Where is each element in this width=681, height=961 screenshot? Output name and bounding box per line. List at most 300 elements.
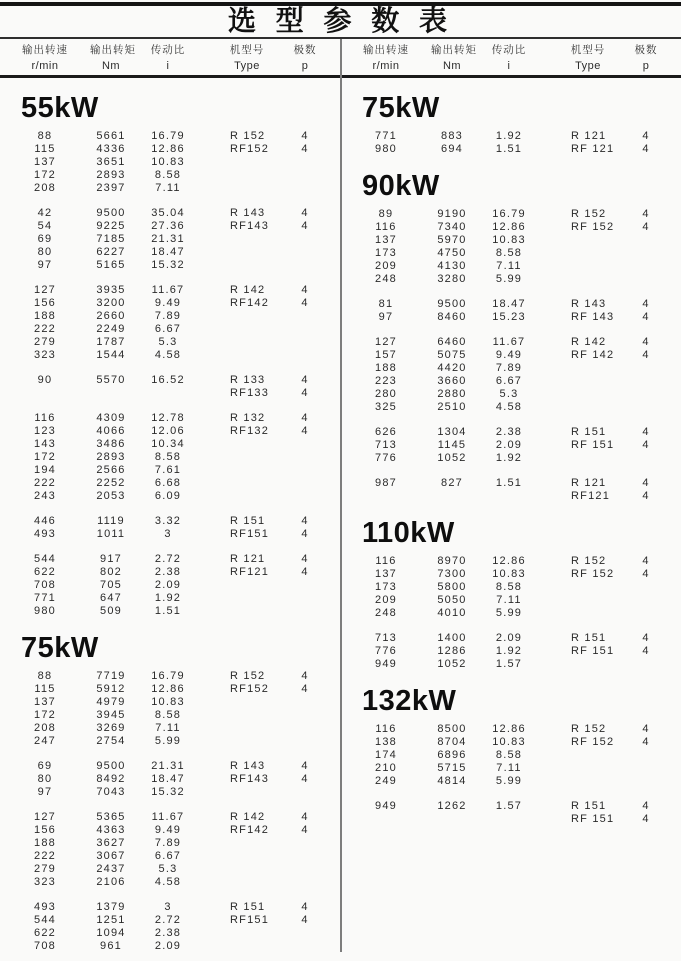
cell-torque: 802 [100, 566, 122, 578]
cell-torque: 2893 [96, 451, 126, 463]
cell-type: R 152 [230, 670, 266, 682]
table-row [0, 670, 340, 683]
cell-poles [631, 749, 661, 762]
cell-ratio: 10.34 [151, 438, 185, 450]
cell-ratio: 11.67 [492, 336, 526, 348]
cell-poles [290, 310, 320, 323]
cell-poles [631, 762, 661, 775]
column-header-unit: p [642, 60, 650, 72]
table-row [0, 412, 340, 425]
section-heading: 110kW [362, 517, 455, 549]
table-row [0, 579, 340, 592]
cell-type: R 142 [230, 284, 266, 296]
table-row [0, 336, 340, 349]
cell-poles [631, 581, 661, 594]
cell-torque: 4066 [96, 425, 126, 437]
cell-poles [290, 927, 320, 940]
cell-ratio: 21.31 [151, 760, 185, 772]
cell-ratio: 9.49 [154, 824, 182, 836]
table-row [341, 736, 681, 749]
cell-type [204, 233, 290, 246]
cell-torque: 4130 [437, 260, 467, 272]
cell-ratio: 7.89 [154, 310, 182, 322]
row-group [341, 426, 681, 465]
cell-ratio: 21.31 [151, 233, 185, 245]
cell-speed: 223 [375, 375, 397, 387]
cell-speed: 208 [34, 182, 56, 194]
column-header-label: 极数 [634, 44, 658, 56]
cell-speed: 222 [34, 323, 56, 335]
cell-speed: 626 [375, 426, 397, 438]
cell-poles [290, 863, 320, 876]
cell-ratio: 2.09 [495, 439, 523, 451]
cell-ratio: 1.57 [495, 800, 523, 812]
cell-ratio: 4.58 [154, 349, 182, 361]
table-row [0, 349, 340, 362]
column-header-label: 输出转矩 [431, 44, 477, 56]
cell-type [204, 490, 290, 503]
cell-speed: 116 [375, 221, 397, 233]
table-row [0, 760, 340, 773]
cell-torque [431, 813, 473, 826]
column-header-label: 传动比 [150, 44, 186, 56]
cell-ratio: 8.58 [154, 709, 182, 721]
cell-speed: 222 [34, 850, 56, 862]
cell-ratio: 1.51 [495, 477, 523, 489]
table-row [0, 259, 340, 272]
cell-torque: 9500 [96, 760, 126, 772]
cell-type: R 121 [571, 130, 607, 142]
cell-ratio: 15.32 [151, 259, 185, 271]
cell-type: R 151 [571, 426, 607, 438]
cell-speed: 80 [37, 773, 53, 785]
cell-speed: 188 [34, 310, 56, 322]
cell-speed: 622 [34, 927, 56, 939]
cell-speed: 325 [375, 401, 397, 413]
cell-speed: 980 [375, 143, 397, 155]
cell-type: R 152 [571, 723, 607, 735]
cell-ratio [132, 387, 204, 400]
cell-poles [631, 594, 661, 607]
cell-ratio: 27.36 [151, 220, 185, 232]
cell-poles [631, 234, 661, 247]
table-row [0, 477, 340, 490]
cell-ratio: 7.89 [154, 837, 182, 849]
cell-type [545, 362, 631, 375]
row-group [0, 207, 340, 272]
cell-ratio: 5.99 [495, 273, 523, 285]
cell-type [545, 581, 631, 594]
left-column [0, 40, 340, 952]
cell-poles: 4 [301, 670, 309, 682]
cell-ratio: 8.58 [154, 451, 182, 463]
cell-poles [290, 438, 320, 451]
cell-ratio: 6.67 [495, 375, 523, 387]
cell-ratio: 1.51 [495, 143, 523, 155]
cell-speed: 188 [375, 362, 397, 374]
table-row [0, 850, 340, 863]
cell-torque: 3651 [96, 156, 126, 168]
table-row [341, 260, 681, 273]
cell-torque: 8460 [437, 311, 467, 323]
table-row [341, 439, 681, 452]
cell-type [545, 762, 631, 775]
row-group [0, 130, 340, 195]
cell-ratio: 5.3 [499, 388, 519, 400]
cell-torque: 4010 [437, 607, 467, 619]
cell-poles: 4 [642, 813, 650, 825]
table-row [0, 130, 340, 143]
cell-speed: 209 [375, 260, 397, 272]
cell-speed: 194 [34, 464, 56, 476]
column-header-label: 机型号 [229, 44, 265, 56]
table-row [341, 723, 681, 736]
cell-ratio: 6.09 [154, 490, 182, 502]
cell-speed: 713 [375, 439, 397, 451]
cell-poles: 4 [301, 220, 309, 232]
cell-speed: 771 [375, 130, 397, 142]
cell-ratio: 12.86 [151, 683, 185, 695]
cell-ratio: 9.49 [154, 297, 182, 309]
cell-poles: 4 [642, 143, 650, 155]
cell-type [204, 927, 290, 940]
table-row [0, 876, 340, 889]
cell-ratio: 12.86 [492, 555, 526, 567]
cell-type [204, 722, 290, 735]
cell-poles: 4 [301, 773, 309, 785]
cell-ratio: 5.99 [495, 775, 523, 787]
table-row [0, 528, 340, 541]
cell-ratio: 2.09 [495, 632, 523, 644]
cell-torque: 2660 [96, 310, 126, 322]
cell-torque: 1304 [437, 426, 467, 438]
cell-speed [341, 813, 431, 826]
cell-torque: 2252 [96, 477, 126, 489]
table-row [0, 169, 340, 182]
cell-poles [290, 464, 320, 477]
cell-torque: 1094 [96, 927, 126, 939]
cell-poles [631, 658, 661, 671]
cell-speed: 949 [375, 800, 397, 812]
cell-torque: 5570 [96, 374, 126, 386]
cell-torque: 694 [441, 143, 463, 155]
cell-poles: 4 [642, 568, 650, 580]
cell-ratio: 5.3 [158, 336, 178, 348]
row-group [0, 811, 340, 889]
cell-torque: 961 [100, 940, 122, 952]
cell-poles [290, 592, 320, 605]
cell-type [204, 477, 290, 490]
cell-poles [290, 850, 320, 863]
cell-speed: 138 [375, 736, 397, 748]
table-row [0, 914, 340, 927]
cell-ratio: 2.72 [154, 553, 182, 565]
cell-type [204, 605, 290, 618]
cell-speed: 210 [375, 762, 397, 774]
cell-poles: 4 [642, 221, 650, 233]
cell-type [204, 876, 290, 889]
cell-type [204, 169, 290, 182]
cell-ratio: 16.52 [151, 374, 185, 386]
cell-ratio: 12.86 [151, 143, 185, 155]
cell-ratio: 10.83 [151, 156, 185, 168]
cell-poles [631, 247, 661, 260]
cell-torque: 7719 [96, 670, 126, 682]
cell-torque: 883 [441, 130, 463, 142]
cell-poles [290, 246, 320, 259]
table-row [0, 837, 340, 850]
table-row [341, 362, 681, 375]
cell-speed: 89 [378, 208, 394, 220]
cell-torque: 1052 [437, 658, 467, 670]
cell-ratio: 8.58 [495, 749, 523, 761]
table-row [341, 221, 681, 234]
row-group [0, 760, 340, 799]
cell-speed: 42 [37, 207, 53, 219]
cell-type: R 152 [571, 208, 607, 220]
cell-type [545, 375, 631, 388]
cell-type [204, 863, 290, 876]
cell-ratio: 2.38 [495, 426, 523, 438]
cell-torque: 2437 [96, 863, 126, 875]
cell-ratio: 12.78 [151, 412, 185, 424]
cell-torque: 5050 [437, 594, 467, 606]
cell-type: R 151 [571, 632, 607, 644]
table-row [0, 156, 340, 169]
cell-speed: 713 [375, 632, 397, 644]
column-header-label: 传动比 [491, 44, 527, 56]
cell-torque: 2053 [96, 490, 126, 502]
cell-type: RF 152 [571, 736, 615, 748]
cell-poles [631, 401, 661, 414]
cell-type: RF152 [230, 683, 270, 695]
cell-poles: 4 [642, 555, 650, 567]
cell-poles: 4 [301, 515, 309, 527]
cell-poles [631, 607, 661, 620]
cell-type: R 132 [230, 412, 266, 424]
cell-speed: 446 [34, 515, 56, 527]
row-group [341, 298, 681, 324]
cell-type: RF 152 [571, 568, 615, 580]
table-row [0, 323, 340, 336]
cell-speed: 80 [37, 246, 53, 258]
table-row [0, 207, 340, 220]
table-row [0, 863, 340, 876]
cell-torque: 4420 [437, 362, 467, 374]
cell-poles [290, 169, 320, 182]
cell-speed: 172 [34, 709, 56, 721]
cell-torque: 7300 [437, 568, 467, 580]
cell-torque: 1787 [96, 336, 126, 348]
table-row [341, 632, 681, 645]
cell-torque: 3945 [96, 709, 126, 721]
cell-poles [290, 233, 320, 246]
cell-speed: 280 [375, 388, 397, 400]
cell-poles [290, 605, 320, 618]
cell-type: RF151 [230, 528, 270, 540]
cell-type [204, 837, 290, 850]
cell-speed: 156 [34, 297, 56, 309]
cell-speed: 172 [34, 169, 56, 181]
cell-poles: 4 [642, 426, 650, 438]
cell-torque [90, 387, 132, 400]
cell-type: R 142 [230, 811, 266, 823]
left-column-content [0, 78, 340, 961]
cell-speed: 69 [37, 233, 53, 245]
cell-speed: 174 [375, 749, 397, 761]
cell-torque: 2893 [96, 169, 126, 181]
cell-type [204, 438, 290, 451]
cell-speed: 544 [34, 553, 56, 565]
cell-type: RF 151 [571, 439, 615, 451]
column-header [290, 42, 320, 76]
cell-torque: 5165 [96, 259, 126, 271]
cell-type: R 143 [230, 760, 266, 772]
cell-type: RF 152 [571, 221, 615, 233]
cell-speed: 279 [34, 336, 56, 348]
column-header [132, 42, 204, 76]
cell-poles: 4 [301, 374, 309, 386]
table-row [341, 568, 681, 581]
cell-torque: 705 [100, 579, 122, 591]
row-group [0, 374, 340, 400]
left-column-header [0, 40, 340, 76]
cell-ratio: 9.49 [495, 349, 523, 361]
cell-torque: 9500 [96, 207, 126, 219]
cell-speed: 116 [375, 555, 397, 567]
table-row [341, 607, 681, 620]
row-group [0, 284, 340, 362]
cell-ratio: 1.57 [495, 658, 523, 670]
cell-poles [290, 477, 320, 490]
cell-speed: 157 [375, 349, 397, 361]
cell-torque: 8492 [96, 773, 126, 785]
cell-type [204, 696, 290, 709]
cell-torque: 2510 [437, 401, 467, 413]
cell-type [545, 273, 631, 286]
cell-speed: 173 [375, 581, 397, 593]
table-row [0, 927, 340, 940]
cell-torque: 2754 [96, 735, 126, 747]
cell-poles [290, 722, 320, 735]
cell-type: RF133 [230, 387, 270, 399]
cell-ratio: 16.79 [492, 208, 526, 220]
cell-ratio: 2.38 [154, 927, 182, 939]
column-header-unit: r/min [372, 60, 400, 72]
cell-type [204, 336, 290, 349]
cell-poles: 4 [642, 311, 650, 323]
cell-torque: 5912 [96, 683, 126, 695]
cell-type: R 151 [230, 515, 266, 527]
cell-speed: 323 [34, 876, 56, 888]
cell-poles [290, 786, 320, 799]
cell-type [545, 388, 631, 401]
cell-torque: 9190 [437, 208, 467, 220]
cell-speed: 771 [34, 592, 56, 604]
cell-type: RF 143 [571, 311, 615, 323]
cell-torque: 3200 [96, 297, 126, 309]
section-heading: 75kW [362, 92, 440, 124]
cell-poles [290, 182, 320, 195]
cell-type: RF143 [230, 220, 270, 232]
table-row [0, 515, 340, 528]
table-row [0, 387, 340, 400]
table-row [0, 940, 340, 953]
cell-ratio: 7.11 [155, 722, 181, 734]
table-row [341, 388, 681, 401]
cell-poles: 4 [642, 439, 650, 451]
cell-speed: 776 [375, 452, 397, 464]
cell-ratio: 2.09 [154, 940, 182, 952]
cell-type [204, 709, 290, 722]
column-header-unit: Type [234, 60, 260, 72]
cell-torque: 1400 [437, 632, 467, 644]
cell-type: RF121 [230, 566, 270, 578]
cell-speed: 69 [37, 760, 53, 772]
cell-torque: 8500 [437, 723, 467, 735]
right-column [341, 40, 681, 825]
cell-torque: 4309 [96, 412, 126, 424]
cell-ratio: 12.06 [151, 425, 185, 437]
table-row [0, 605, 340, 618]
cell-torque: 4979 [96, 696, 126, 708]
table-row [341, 401, 681, 414]
table-row [0, 182, 340, 195]
cell-poles: 4 [301, 760, 309, 772]
cell-poles: 4 [642, 632, 650, 644]
row-group [341, 555, 681, 620]
cell-poles: 4 [301, 683, 309, 695]
table-row [0, 438, 340, 451]
column-header-label: 输出转速 [22, 44, 68, 56]
table-row [341, 658, 681, 671]
cell-speed: 949 [375, 658, 397, 670]
section-heading: 90kW [362, 170, 440, 202]
cell-poles: 4 [642, 298, 650, 310]
table-row [341, 426, 681, 439]
cell-speed: 88 [37, 670, 53, 682]
cell-type [204, 259, 290, 272]
table-row [0, 374, 340, 387]
cell-speed: 222 [34, 477, 56, 489]
cell-type [204, 735, 290, 748]
cell-torque: 1251 [96, 914, 126, 926]
row-group [0, 670, 340, 748]
cell-type: RF 121 [571, 143, 615, 155]
cell-speed: 323 [34, 349, 56, 361]
cell-torque: 6227 [96, 246, 126, 258]
table-row [0, 566, 340, 579]
cell-torque: 5715 [437, 762, 467, 774]
cell-speed: 116 [375, 723, 397, 735]
table-row [341, 477, 681, 490]
cell-type: RF121 [571, 490, 611, 502]
cell-ratio: 5.3 [158, 863, 178, 875]
table-row [0, 490, 340, 503]
table-row [341, 247, 681, 260]
cell-type [545, 401, 631, 414]
section-heading: 75kW [21, 632, 99, 664]
cell-poles [631, 388, 661, 401]
cell-poles: 4 [642, 477, 650, 489]
cell-speed: 209 [375, 594, 397, 606]
table-row [341, 581, 681, 594]
table-row [0, 824, 340, 837]
cell-speed: 708 [34, 940, 56, 952]
cell-speed: 188 [34, 837, 56, 849]
cell-torque: 917 [100, 553, 122, 565]
table-row [341, 234, 681, 247]
